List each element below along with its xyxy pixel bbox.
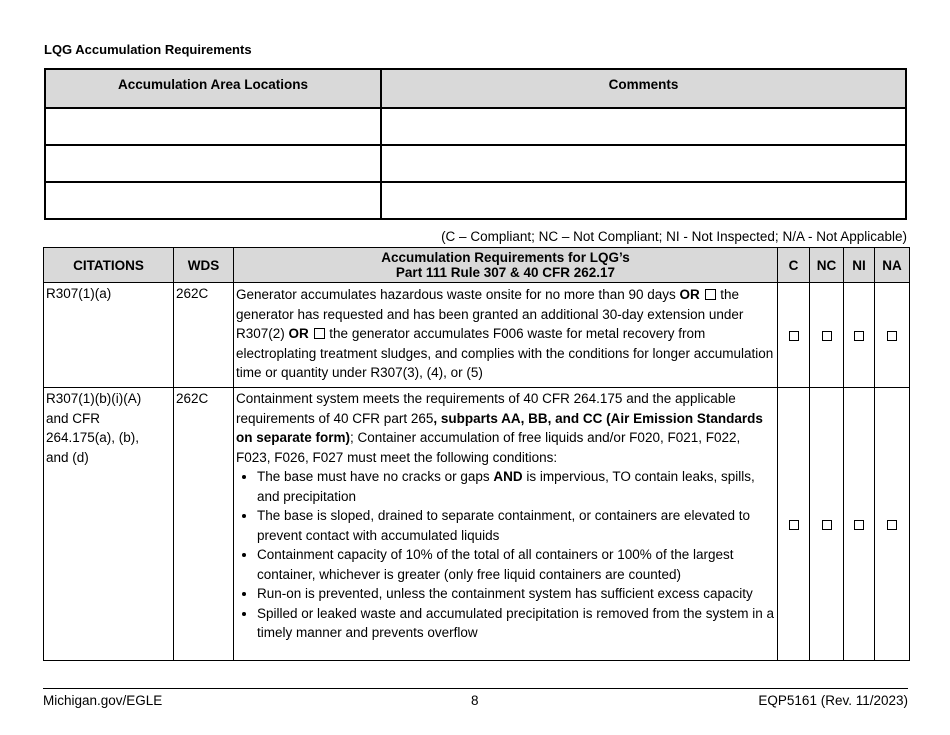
header-area-locations: Accumulation Area Locations: [45, 69, 381, 108]
requirement-cell: Generator accumulates hazardous waste onsite for no more than 90 days OR the generator has requested and has been granted an additional 30-day extension under R307(2) OR the generator accumulates F006 waste for metal recovery from electroplating treatment sludges, and complies with the conditions for longer accumulation time or quantity under R307(3), (4), or (5): [234, 283, 778, 388]
f006-checkbox[interactable]: [314, 328, 325, 339]
citation-cell: R307(1)(b)(i)(A) and CFR 264.175(a), (b), and (d): [44, 388, 174, 661]
requirement-cell: Containment system meets the requirements of 40 CFR 264.175 and the applicable requirements of 40 CFR part 265, subparts AA, BB, and CC (Air Emission Standards on separate form); Container accumulation of free liquids and/or F020, F021, F022, F023, F026, F027 must meet the following conditions: • The base must have no cracks or gaps AND is impervious, TO contain leaks, spills, and precipitation • The base is sloped, drained to separate containment, or containers are elevated to prevent contact with accumulated liquids • Containment capacity of 10% of the total of all containers or 100% of the largest container, whichever is greater (only free liquid containers are counted) • Run-on is prevented, unless the containment system has sufficient excess capacity • Spilled or leaked waste and accumulated precipitation is removed from the system in a timely manner and prevents overflow: [234, 388, 778, 661]
not-compliant-checkbox[interactable]: [822, 331, 832, 341]
header-ni: NI: [844, 248, 875, 283]
compliant-checkbox[interactable]: [789, 331, 799, 341]
not-inspected-checkbox[interactable]: [854, 331, 864, 341]
section-title: LQG Accumulation Requirements: [44, 42, 252, 57]
area-location-cell[interactable]: [45, 182, 381, 219]
area-row: [45, 108, 906, 145]
not-inspected-checkbox[interactable]: [854, 520, 864, 530]
requirements-table: [43, 247, 910, 661]
area-row: [45, 145, 906, 182]
or-label: OR: [288, 326, 309, 341]
citation-cell: R307(1)(a): [44, 283, 174, 388]
not-compliant-checkbox[interactable]: [822, 520, 832, 530]
or-label: OR: [679, 287, 700, 302]
accumulation-area-table: [44, 68, 907, 220]
list-item: • Containment capacity of 10% of the total of all containers or 100% of the largest container, whichever is greater (only free liquid containers are counted): [257, 545, 775, 584]
wds-cell: 262C: [174, 388, 234, 661]
not-applicable-checkbox[interactable]: [887, 520, 897, 530]
header-requirements: [234, 248, 778, 283]
compliance-legend: (C – Compliant; NC – Not Compliant; NI - Not Inspected; N/A - Not Applicable): [441, 229, 907, 244]
footer-form-id: EQP5161 (Rev. 11/2023): [758, 693, 908, 708]
area-comment-cell[interactable]: [381, 108, 906, 145]
list-item: • Spilled or leaked waste and accumulated precipitation is removed from the system in a timely manner and prevents overflow: [257, 604, 775, 643]
not-applicable-checkbox[interactable]: [887, 331, 897, 341]
list-item: • Run-on is prevented, unless the containment system has sufficient excess capacity: [257, 584, 775, 604]
header-wds: WDS: [174, 248, 234, 283]
page-footer: [43, 688, 908, 708]
table-row: [44, 388, 910, 661]
compliant-checkbox[interactable]: [789, 520, 799, 530]
list-item: • The base must have no cracks or gaps AND is impervious, TO contain leaks, spills, and precipitation: [257, 467, 775, 506]
area-row: [45, 182, 906, 219]
conditions-list: [236, 467, 775, 643]
area-comment-cell[interactable]: [381, 182, 906, 219]
list-item: • The base is sloped, drained to separate containment, or containers are elevated to prevent contact with accumulated liquids: [257, 506, 775, 545]
header-c: C: [778, 248, 810, 283]
wds-cell: 262C: [174, 283, 234, 388]
header-requirements-line1: Accumulation Requirements for LQG’s: [381, 250, 630, 265]
header-na: NA: [875, 248, 910, 283]
area-location-cell[interactable]: [45, 108, 381, 145]
table-row: [44, 283, 910, 388]
extension-checkbox[interactable]: [705, 289, 716, 300]
header-requirements-line2: Part 111 Rule 307 & 40 CFR 262.17: [395, 265, 616, 280]
header-nc: NC: [810, 248, 844, 283]
footer-website: Michigan.gov/EGLE: [43, 693, 163, 708]
area-comment-cell[interactable]: [381, 145, 906, 182]
header-comments: Comments: [381, 69, 906, 108]
header-citations: CITATIONS: [44, 248, 174, 283]
footer-page-number: 8: [471, 693, 479, 708]
area-location-cell[interactable]: [45, 145, 381, 182]
